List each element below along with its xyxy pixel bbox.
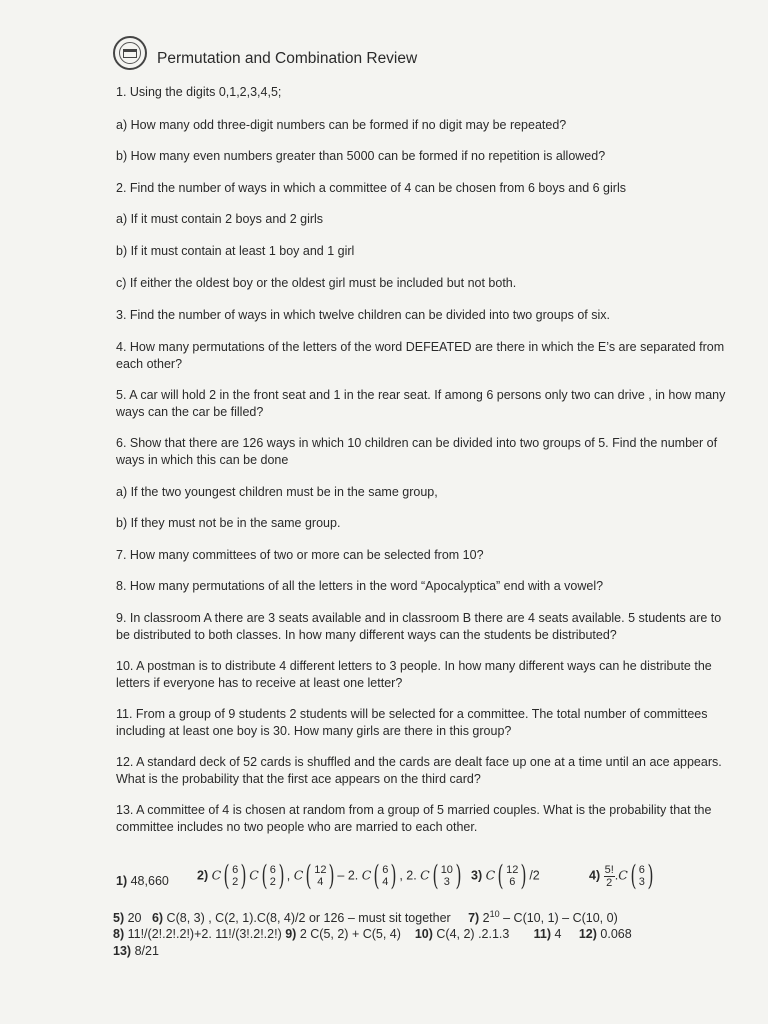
page-title: Permutation and Combination Review bbox=[157, 50, 418, 67]
answers-line-3: 8) 11!/(2!.2!.2!)+2. 11!/(3!.2!.2!) 9) 2 C(5, 2) + C(5, 4) 10) C(4, 2) .2.1.3 11) 4 12) 0.068 bbox=[113, 927, 632, 941]
answer-4-formula: 4) $\frac{5!}{2}$ .C ( 6 3 ) bbox=[589, 859, 654, 892]
question-10: 10. A postman is to distribute 4 different letters to 3 people. In how many different ways can he distribute the letters if everyone has to receive at least one letter? bbox=[116, 659, 712, 690]
answer-2-formula: 2) C ( 6 2 ) C ( 6 2 ) , C ( 12 4 ) – 2. C ( 6 4 ) , 2. C ( 10 3 ) bbox=[197, 859, 462, 892]
question-11: 11. From a group of 9 students 2 students will be selected for a committee. The total number of committees including at least one boy is 30. How many girls are there in this group? bbox=[116, 707, 708, 738]
question-6a: a) If the two youngest children must be in the same group, bbox=[116, 485, 438, 499]
question-5: 5. A car will hold 2 in the front seat and 1 in the rear seat. If among 6 persons only two can drive , in how many ways can the car be filled? bbox=[116, 388, 726, 419]
question-1: 1. Using the digits 0,1,2,3,4,5; bbox=[116, 85, 282, 99]
question-2a: a) If it must contain 2 boys and 2 girls bbox=[116, 212, 324, 226]
question-8: 8. How many permutations of all the letters in the word “Apocalyptica” end with a vowel? bbox=[116, 579, 604, 593]
question-1b: b) How many even numbers greater than 5000 can be formed if no repetition is allowed? bbox=[116, 149, 606, 163]
question-7: 7. How many committees of two or more can be selected from 10? bbox=[116, 548, 484, 562]
university-seal-logo bbox=[113, 36, 147, 70]
question-13: 13. A committee of 4 is chosen at random from a group of 5 married couples. What is the probability that the committee includes no two people who are married to each other. bbox=[116, 803, 712, 834]
answer-3-formula: 3) C ( 12 6 ) /2 bbox=[471, 859, 540, 892]
question-12: 12. A standard deck of 52 cards is shuffled and the cards are dealt face up one at a time until an ace appears. What is the probability that the first ace appears on the third card? bbox=[116, 755, 722, 786]
answers-line-2: 5) 20 6) C(8, 3) , C(2, 1).C(8, 4)/2 or 126 – must sit together 7) $2^{10} - C(10$, 1) – C(10, 0) bbox=[113, 909, 618, 926]
question-1a: a) How many odd three-digit numbers can be formed if no digit may be repeated? bbox=[116, 118, 567, 132]
question-4: 4. How many permutations of the letters of the word DEFEATED are there in which the E’s are separated from each other? bbox=[116, 340, 725, 371]
question-9: 9. In classroom A there are 3 seats available and in classroom B there are 4 seats available. 5 students are to be distributed to both classes. In how many different ways can the students be distributed? bbox=[116, 611, 722, 642]
question-6b: b) If they must not be in the same group. bbox=[116, 516, 341, 530]
question-6: 6. Show that there are 126 ways in which 10 children can be divided into two groups of 5. Find the number of ways in which this can be done bbox=[116, 436, 718, 467]
answers-line-4: 13) 8/21 bbox=[113, 944, 159, 958]
question-2: 2. Find the number of ways in which a committee of 4 can be chosen from 6 boys and 6 girls bbox=[116, 181, 626, 195]
question-2c: c) If either the oldest boy or the oldest girl must be included but not both. bbox=[116, 276, 517, 290]
answer-1: 1) 48,660 bbox=[116, 874, 169, 888]
question-3: 3. Find the number of ways in which twelve children can be divided into two groups of six. bbox=[116, 308, 611, 322]
question-2b: b) If it must contain at least 1 boy and 1 girl bbox=[116, 244, 355, 258]
